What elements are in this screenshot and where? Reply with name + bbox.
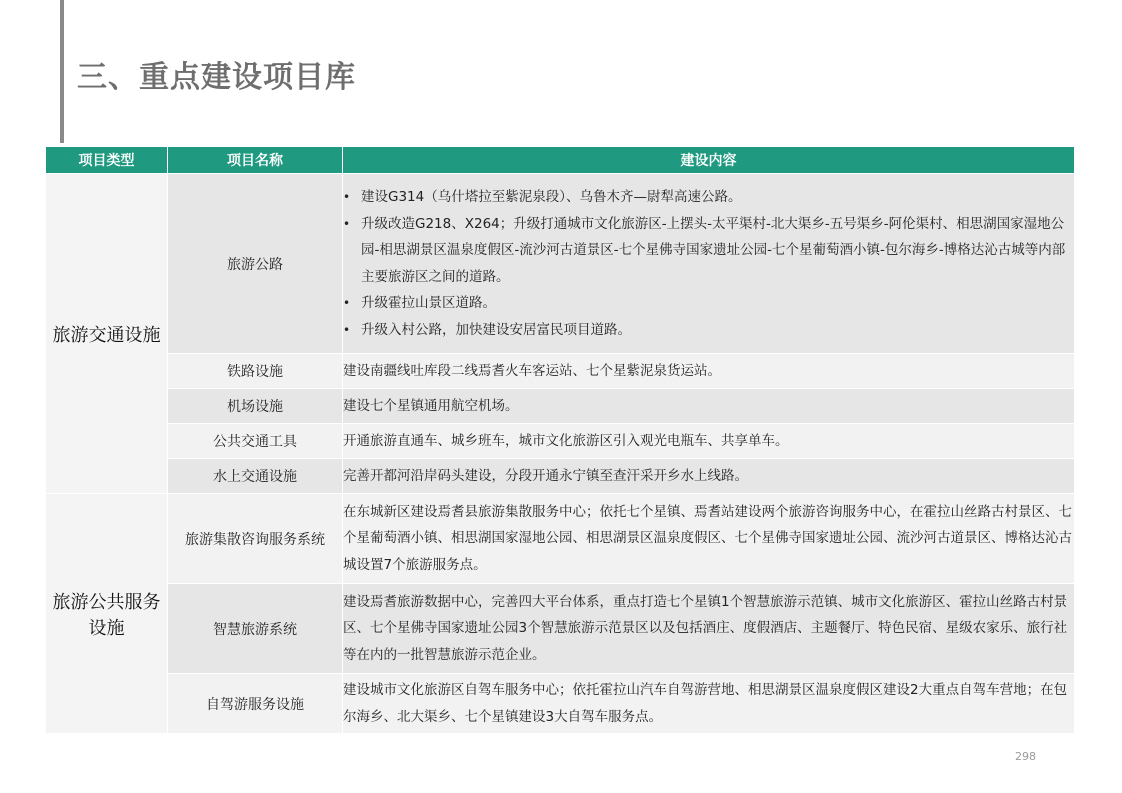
project-table — [45, 146, 1075, 734]
project-content-cell: 在东城新区建设焉耆县旅游集散服务中心；依托七个星镇、焉耆站建设两个旅游咨询服务中心，在霍拉山丝路古村景区、七个星葡萄酒小镇、相思湖国家湿地公园、相思湖景区温泉度假区、七个星佛寺国家遗址公园、流沙河古道景区、博格达沁古城设置7个旅游服务点。 — [343, 494, 1075, 584]
content-bullet-item: • 建设G314（乌什塔拉至紫泥泉段）、乌鲁木齐—尉犁高速公路。 — [343, 184, 1074, 211]
project-name-cell: 旅游公路 — [168, 174, 343, 354]
content-bullet-item: • 升级霍拉山景区道路。 — [343, 290, 1074, 317]
project-name-cell: 自驾游服务设施 — [168, 674, 343, 734]
table-row — [46, 584, 1075, 674]
page-title: 三、重点建设项目库 — [77, 60, 356, 95]
title-accent-bar — [60, 0, 64, 143]
project-content-cell: 完善开都河沿岸码头建设，分段开通永宁镇至查汗采开乡水上线路。 — [343, 459, 1075, 494]
project-name-cell: 水上交通设施 — [168, 459, 343, 494]
table-row — [46, 494, 1075, 584]
project-name-cell: 机场设施 — [168, 389, 343, 424]
project-content-cell: 建设城市文化旅游区自驾车服务中心；依托霍拉山汽车自驾游营地、相思湖景区温泉度假区建设2大重点自驾车营地；在包尔海乡、北大渠乡、七个星镇建设3大自驾车服务点。 — [343, 674, 1075, 734]
project-name-cell: 旅游集散咨询服务系统 — [168, 494, 343, 584]
project-content-cell: 建设焉耆旅游数据中心，完善四大平台体系，重点打造七个星镇1个智慧旅游示范镇、城市文化旅游区、霍拉山丝路古村景区、七个星佛寺国家遗址公园3个智慧旅游示范景区以及包括酒庄、度假酒店、主题餐厅、特色民宿、星级农家乐、旅行社等在内的一批智慧旅游示范企业。 — [343, 584, 1075, 674]
table-row — [46, 459, 1075, 494]
project-content-cell: 建设南疆线吐库段二线焉耆火车客运站、七个星紫泥泉货运站。 — [343, 354, 1075, 389]
table-header-row — [46, 147, 1075, 174]
project-type-cell: 旅游公共服务设施 — [46, 494, 168, 734]
project-name-cell: 公共交通工具 — [168, 424, 343, 459]
table-row — [46, 389, 1075, 424]
header-name: 项目名称 — [168, 147, 343, 174]
table-row — [46, 424, 1075, 459]
table-row — [46, 674, 1075, 734]
project-content-cell — [343, 174, 1075, 354]
page-number: 298 — [1015, 750, 1036, 763]
content-bullet-item: • 升级入村公路，加快建设安居富民项目道路。 — [343, 317, 1074, 344]
header-content: 建设内容 — [343, 147, 1075, 174]
project-name-cell: 智慧旅游系统 — [168, 584, 343, 674]
project-name-cell: 铁路设施 — [168, 354, 343, 389]
content-bullet-list — [343, 184, 1074, 343]
header-type: 项目类型 — [46, 147, 168, 174]
table-row — [46, 354, 1075, 389]
table-row — [46, 174, 1075, 354]
project-content-cell: 建设七个星镇通用航空机场。 — [343, 389, 1075, 424]
project-content-cell: 开通旅游直通车、城乡班车，城市文化旅游区引入观光电瓶车、共享单车。 — [343, 424, 1075, 459]
content-bullet-item: • 升级改造G218、X264；升级打通城市文化旅游区-上摆头-太平渠村-北大渠乡-五号渠乡-阿伦渠村、相思湖国家湿地公园-相思湖景区温泉度假区-流沙河古道景区-七个星佛寺国家遗址公园-七个星葡萄酒小镇-包尔海乡-博格达沁古城等内部主要旅游区之间的道路。 — [343, 211, 1074, 291]
project-type-cell: 旅游交通设施 — [46, 174, 168, 494]
